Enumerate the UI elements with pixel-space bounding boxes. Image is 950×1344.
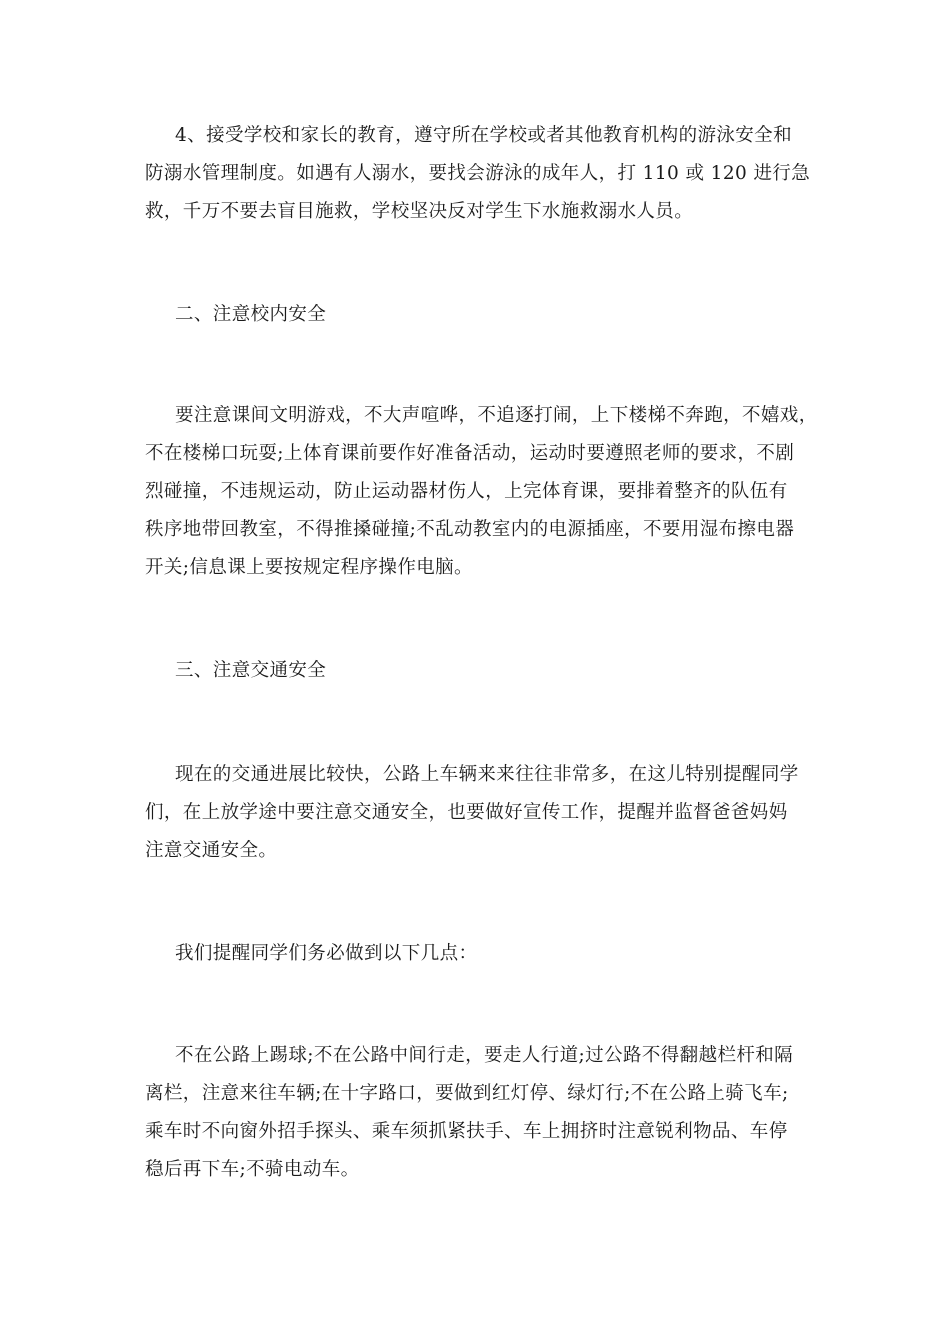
paragraph-line: 稳后再下车;不骑电动车。 bbox=[145, 1159, 360, 1180]
paragraph-traffic-safety bbox=[145, 756, 815, 870]
paragraph-line: 防溺水管理制度。如遇有人溺水，要找会游泳的成年人，打 110 或 120 进行急 bbox=[145, 163, 811, 184]
paragraph-line: 开关;信息课上要按规定程序操作电脑。 bbox=[145, 557, 473, 578]
paragraph-line: 离栏，注意来往车辆;在十字路口，要做到红灯停、绿灯行;不在公路上骑飞车; bbox=[145, 1083, 789, 1104]
paragraph-line: 现在的交通进展比较快，公路上车辆来来往往非常多，在这儿特别提醒同学 bbox=[175, 764, 799, 785]
section-heading-traffic bbox=[145, 652, 815, 690]
paragraph-line: 注意交通安全。 bbox=[145, 840, 278, 861]
section-heading-campus bbox=[145, 296, 815, 334]
paragraph-line: 不在公路上踢球;不在公路中间行走，要走人行道;过公路不得翻越栏杆和隔 bbox=[175, 1045, 794, 1066]
paragraph-line: 要注意课间文明游戏，不大声喧哗，不追逐打闹，上下楼梯不奔跑，不嬉戏， bbox=[175, 405, 818, 426]
paragraph-line: 乘车时不向窗外招手探头、乘车须抓紧扶手、车上拥挤时注意锐利物品、车停 bbox=[145, 1121, 788, 1142]
section-heading: 三、注意交通安全 bbox=[175, 660, 327, 681]
paragraph-swim-safety bbox=[145, 117, 815, 231]
section-heading: 二、注意校内安全 bbox=[175, 304, 327, 325]
paragraph-traffic-rules bbox=[145, 1037, 815, 1189]
paragraph-campus-safety bbox=[145, 397, 818, 587]
paragraph-line: 我们提醒同学们务必做到以下几点： bbox=[175, 943, 478, 964]
paragraph-line: 秩序地带回教室，不得推搡碰撞;不乱动教室内的电源插座，不要用湿布擦电器 bbox=[145, 519, 795, 540]
paragraph-line: 救，千万不要去盲目施救，学校坚决反对学生下水施救溺水人员。 bbox=[145, 201, 694, 222]
paragraph-line: 烈碰撞，不违规运动，防止运动器材伤人，上完体育课，要排着整齐的队伍有 bbox=[145, 481, 788, 502]
paragraph-reminder-intro bbox=[145, 935, 815, 973]
paragraph-line: 4、接受学校和家长的教育，遵守所在学校或者其他教育机构的游泳安全和 bbox=[175, 125, 792, 146]
paragraph-line: 们，在上放学途中要注意交通安全，也要做好宣传工作，提醒并监督爸爸妈妈 bbox=[145, 802, 788, 823]
paragraph-line: 不在楼梯口玩耍;上体育课前要作好准备活动，运动时要遵照老师的要求，不剧 bbox=[145, 443, 795, 464]
